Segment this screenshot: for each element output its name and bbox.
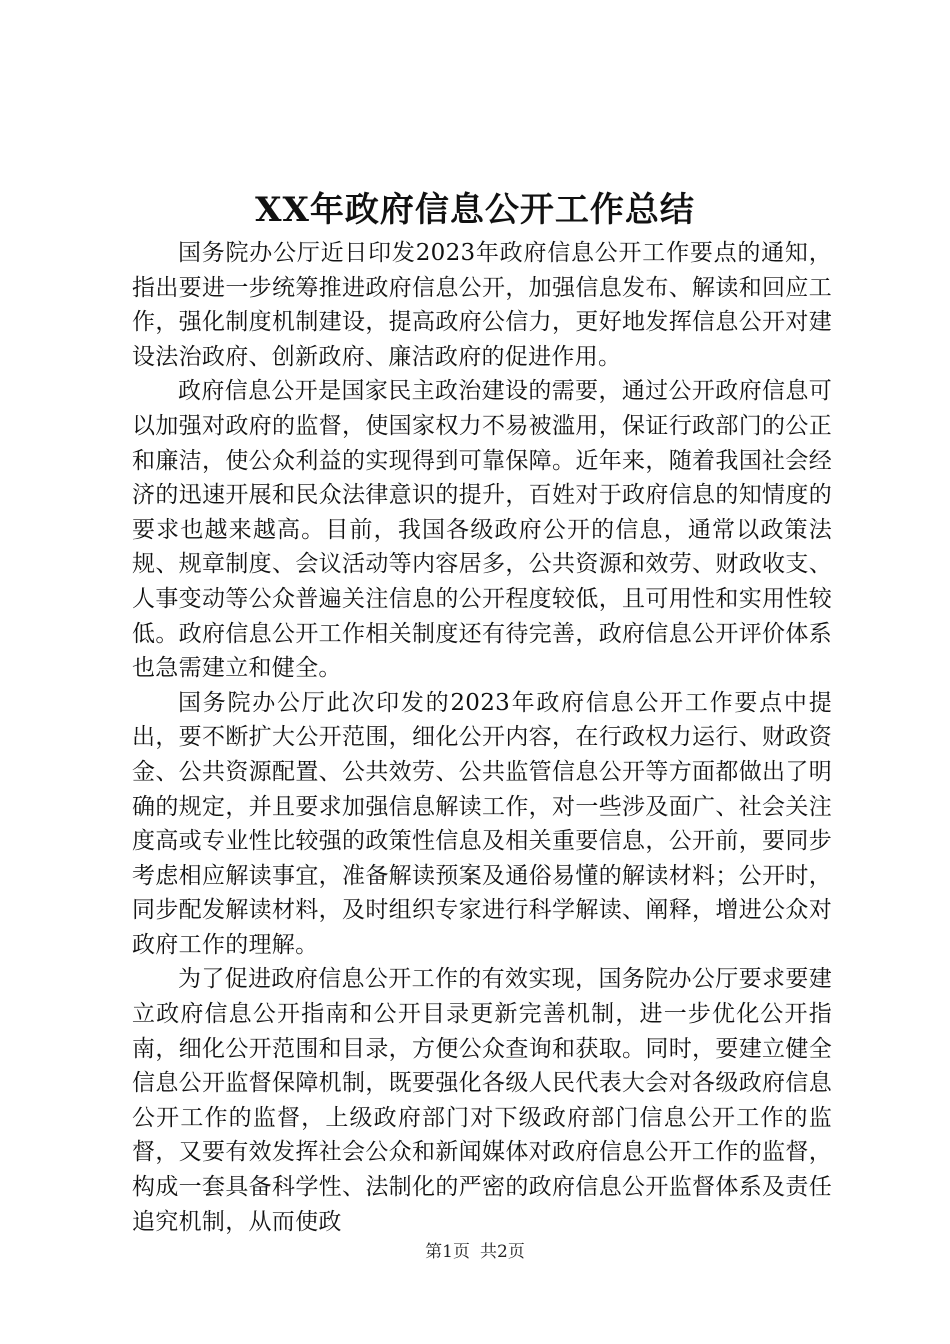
paragraph-4: 为了促进政府信息公开工作的有效实现，国务院办公厅要求要建立政府信息公开指南和公开目录更新完善机制，进一步优化公开指南，细化公开范围和目录，方便公众查询和获取。同时，要建立健全信息公开监督保障机制，既要强化各级人民代表大会对各级政府信息公开工作的监督，上级政府部门对下级政府部门信息公开工作的监督，又要有效发挥社会公众和新闻媒体对政府信息公开工作的监督，构成一套具备科学性、法制化的严密的政府信息公开监督体系及责任追究机制，从而使政: [132, 966, 832, 1235]
document-title: XX年政府信息公开工作总结: [255, 190, 695, 230]
paragraph-1: 国务院办公厅近日印发2023年政府信息公开工作要点的通知，指出要进一步统筹推进政府信息公开，加强信息发布、解读和回应工作，强化制度机制建设，提高政府公信力，更好地发挥信息公开对建设法治政府、创新政府、廉洁政府的促进作用。: [132, 240, 832, 370]
document-body: [132, 236, 832, 1239]
paragraph-3: 国务院办公厅此次印发的2023年政府信息公开工作要点中提出，要不断扩大公开范围，细化公开内容，在行政权力运行、财政资金、公共资源配置、公共效劳、公共监管信息公开等方面都做出了明确的规定，并且要求加强信息解读工作，对一些涉及面广、社会关注度高或专业性比较强的政策性信息及相关重要信息，公开前，要同步考虑相应解读事宜，准备解读预案及通俗易懂的解读材料；公开时，同步配发解读材料，及时组织专家进行科学解读、阐释，增进公众对政府工作的理解。: [132, 689, 832, 958]
page-footer: [0, 1240, 950, 1264]
paragraph-2: 政府信息公开是国家民主政治建设的需要，通过公开政府信息可以加强对政府的监督，使国家权力不易被滥用，保证行政部门的公正和廉洁，使公众利益的实现得到可靠保障。近年来，随着我国社会经济的迅速开展和民众法律意识的提升，百姓对于政府信息的知情度的要求也越来越高。目前，我国各级政府公开的信息，通常以政策法规、规章制度、会议活动等内容居多，公共资源和效劳、财政收支、人事变动等公众普遍关注信息的公开程度较低，且可用性和实用性较低。政府信息公开工作相关制度还有待完善，政府信息公开评价体系也急需建立和健全。: [132, 378, 832, 682]
page-total: 共2页: [480, 1242, 525, 1262]
page-number: 第1页: [425, 1242, 470, 1262]
